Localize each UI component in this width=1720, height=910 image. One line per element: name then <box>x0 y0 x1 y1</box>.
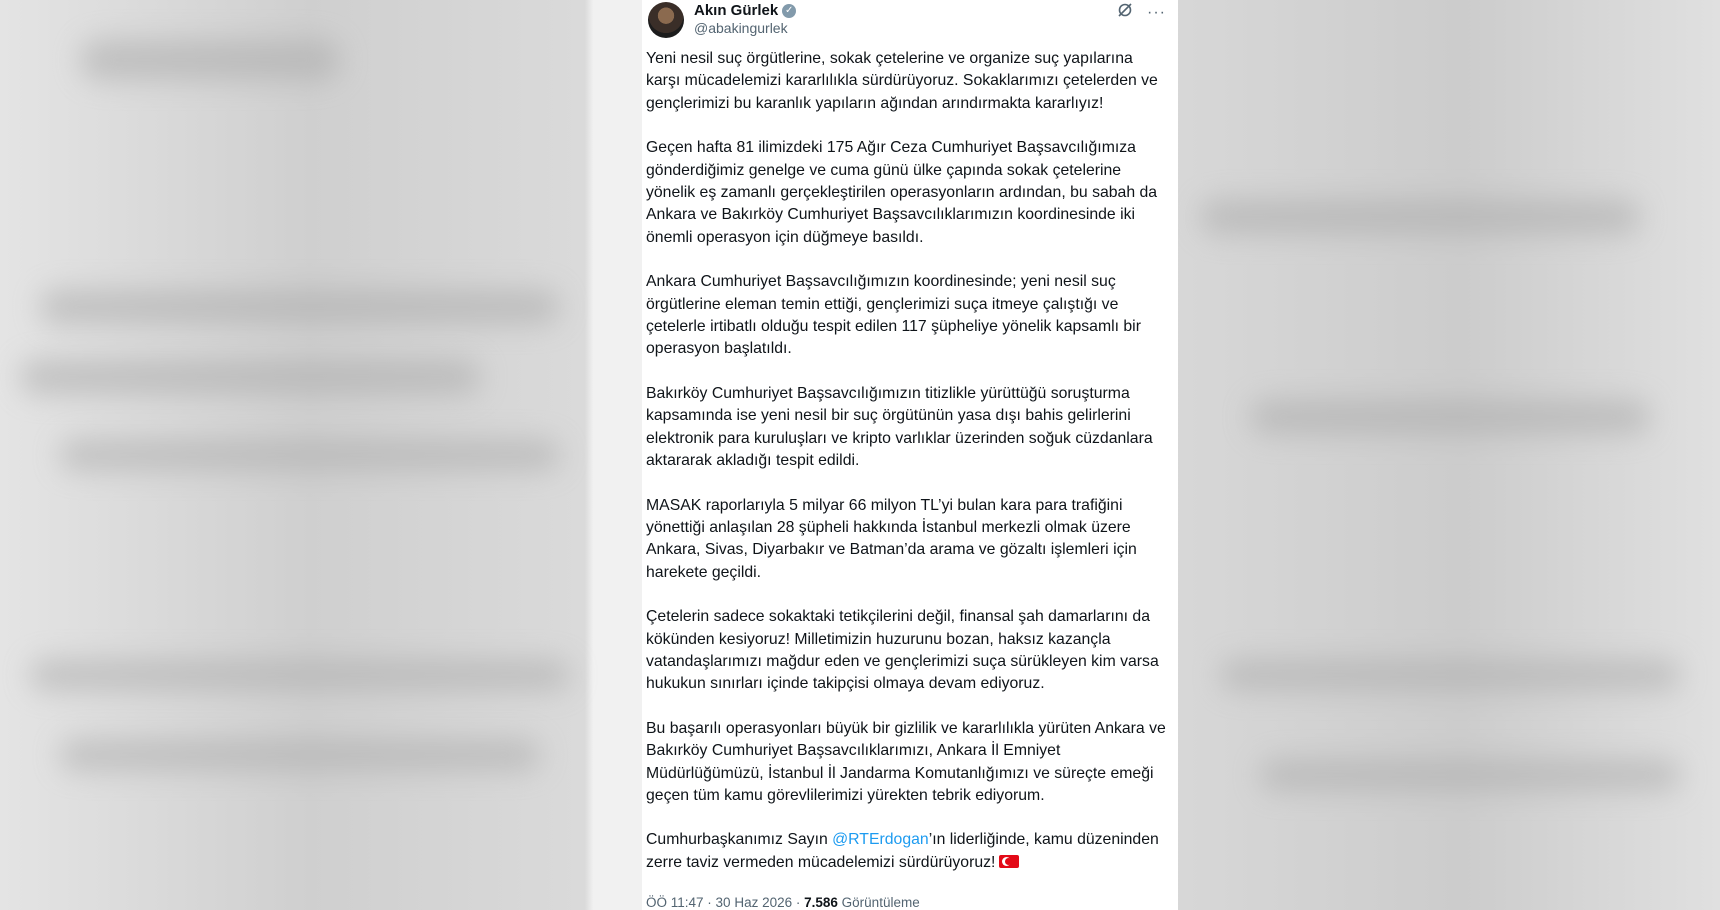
tweet-paragraph: Bu başarılı operasyonları büyük bir gizlilik ve kararlılıkla yürüten Ankara ve Bakırköy Cumhuriyet Başsavcılıklarımızı, Ankara İl Emniyet Müdürlüğümüzü, İstanbul İl Jandarma Komutanlığımızı ve süreçte emeği geçen tüm kamu görevlilerimizi yürekten tebrik ediyorum. <box>646 719 1166 804</box>
tweet-paragraph: Bakırköy Cumhuriyet Başsavcılığımızın titizlikle yürüttüğü soruşturma kapsamında ise yeni nesil bir suç örgütünün yasa dışı bahis gelirlerini elektronik para kuruluşları ve kripto varlıklar üzerinden soğuk cüzdanlara aktararak akladığı tespit edildi. <box>646 384 1153 470</box>
meta-separator: · <box>703 895 716 910</box>
author-name[interactable]: Akın Gürlek <box>694 2 779 19</box>
tweet-paragraph: Çetelerin sadece sokaktaki tetikçilerini değil, finansal şah damarlarını da kökünden kesiyoruz! Milletimizin huzurunu bozan, haksız kazançla vatandaşlarımızı mağdur eden ve gençlerimizi suça sürükleyen kim varsa hukukun sınırları içinde takipçisi olmaya devam ediyoruz. <box>646 608 1159 693</box>
views-label: Görüntüleme <box>841 895 920 910</box>
avatar[interactable] <box>648 2 684 38</box>
paragraph-text: ’ın liderliğinde, kamu düzeninden zerre taviz vermeden mücadelemizi sürdürüyoruz! <box>646 831 1159 871</box>
view-count: 7.586 <box>804 895 838 910</box>
more-icon[interactable]: ··· <box>1147 3 1166 21</box>
turkey-flag-icon <box>999 855 1019 868</box>
tweet-paragraph: MASAK raporlarıyla 5 milyar 66 milyon TL’yi bulan kara para trafiğini yönettiği anlaşılan 28 şüpheli hakkında İstanbul merkezli olmak üzere Ankara, Sivas, Diyarbakır ve Batman’da arama ve gözaltı işlemleri için harekete geçildi. <box>646 496 1137 581</box>
tweet-paragraph: Ankara Cumhuriyet Başsavcılığımızın koordinesinde; yeni nesil suç örgütlerine eleman temin ettiği, gençlerimizi suça itmeye çalıştığı ve çetelerle irtibatlı olduğu tespit edilen 117 şüpheliye yönelik kapsamlı bir operasyon başlatıldı. <box>646 273 1141 358</box>
tweet-meta <box>646 895 920 910</box>
tweet-text <box>646 48 1166 896</box>
grok-icon[interactable] <box>1117 2 1133 23</box>
tweet-paragraph <box>646 829 1166 874</box>
tweet-date[interactable]: 30 Haz 2026 <box>715 895 793 910</box>
tweet-header <box>646 0 1168 40</box>
tweet-time[interactable]: ÖÖ 11:47 <box>646 895 704 910</box>
paragraph-text: Cumhurbaşkanımız Sayın <box>646 831 833 849</box>
verified-icon: ✓ <box>782 4 796 18</box>
mention-link[interactable]: @RTErdogan <box>832 831 929 849</box>
meta-separator: · <box>792 895 805 910</box>
author-handle[interactable]: @abakingurlek <box>694 20 788 36</box>
author-name-row <box>694 2 796 19</box>
tweet-paragraph: Geçen hafta 81 ilimizdeki 175 Ağır Ceza Cumhuriyet Başsavcılığımıza gönderdiğimiz genelge ve cuma günü ülke çapında sokak çetelerine yönelik eş zamanlı gerçekleştirilen operasyonların ardından, bu sabah da Ankara ve Bakırköy Cumhuriyet Başsavcılıklarımızın koordinesinde iki önemli operasyon için düğmeye basıldı. <box>646 139 1158 246</box>
tweet-card <box>642 0 1178 910</box>
tweet-actions <box>1117 2 1166 23</box>
tweet-paragraph: Yeni nesil suç örgütlerine, sokak çetelerine ve organize suç yapılarına karşı mücadelemizi kararlılıkla sürdürüyoruz. Sokaklarımızı çetelerden ve gençlerimizi bu karanlık yapıların ağından arındırmakta kararlıyız! <box>646 50 1158 112</box>
